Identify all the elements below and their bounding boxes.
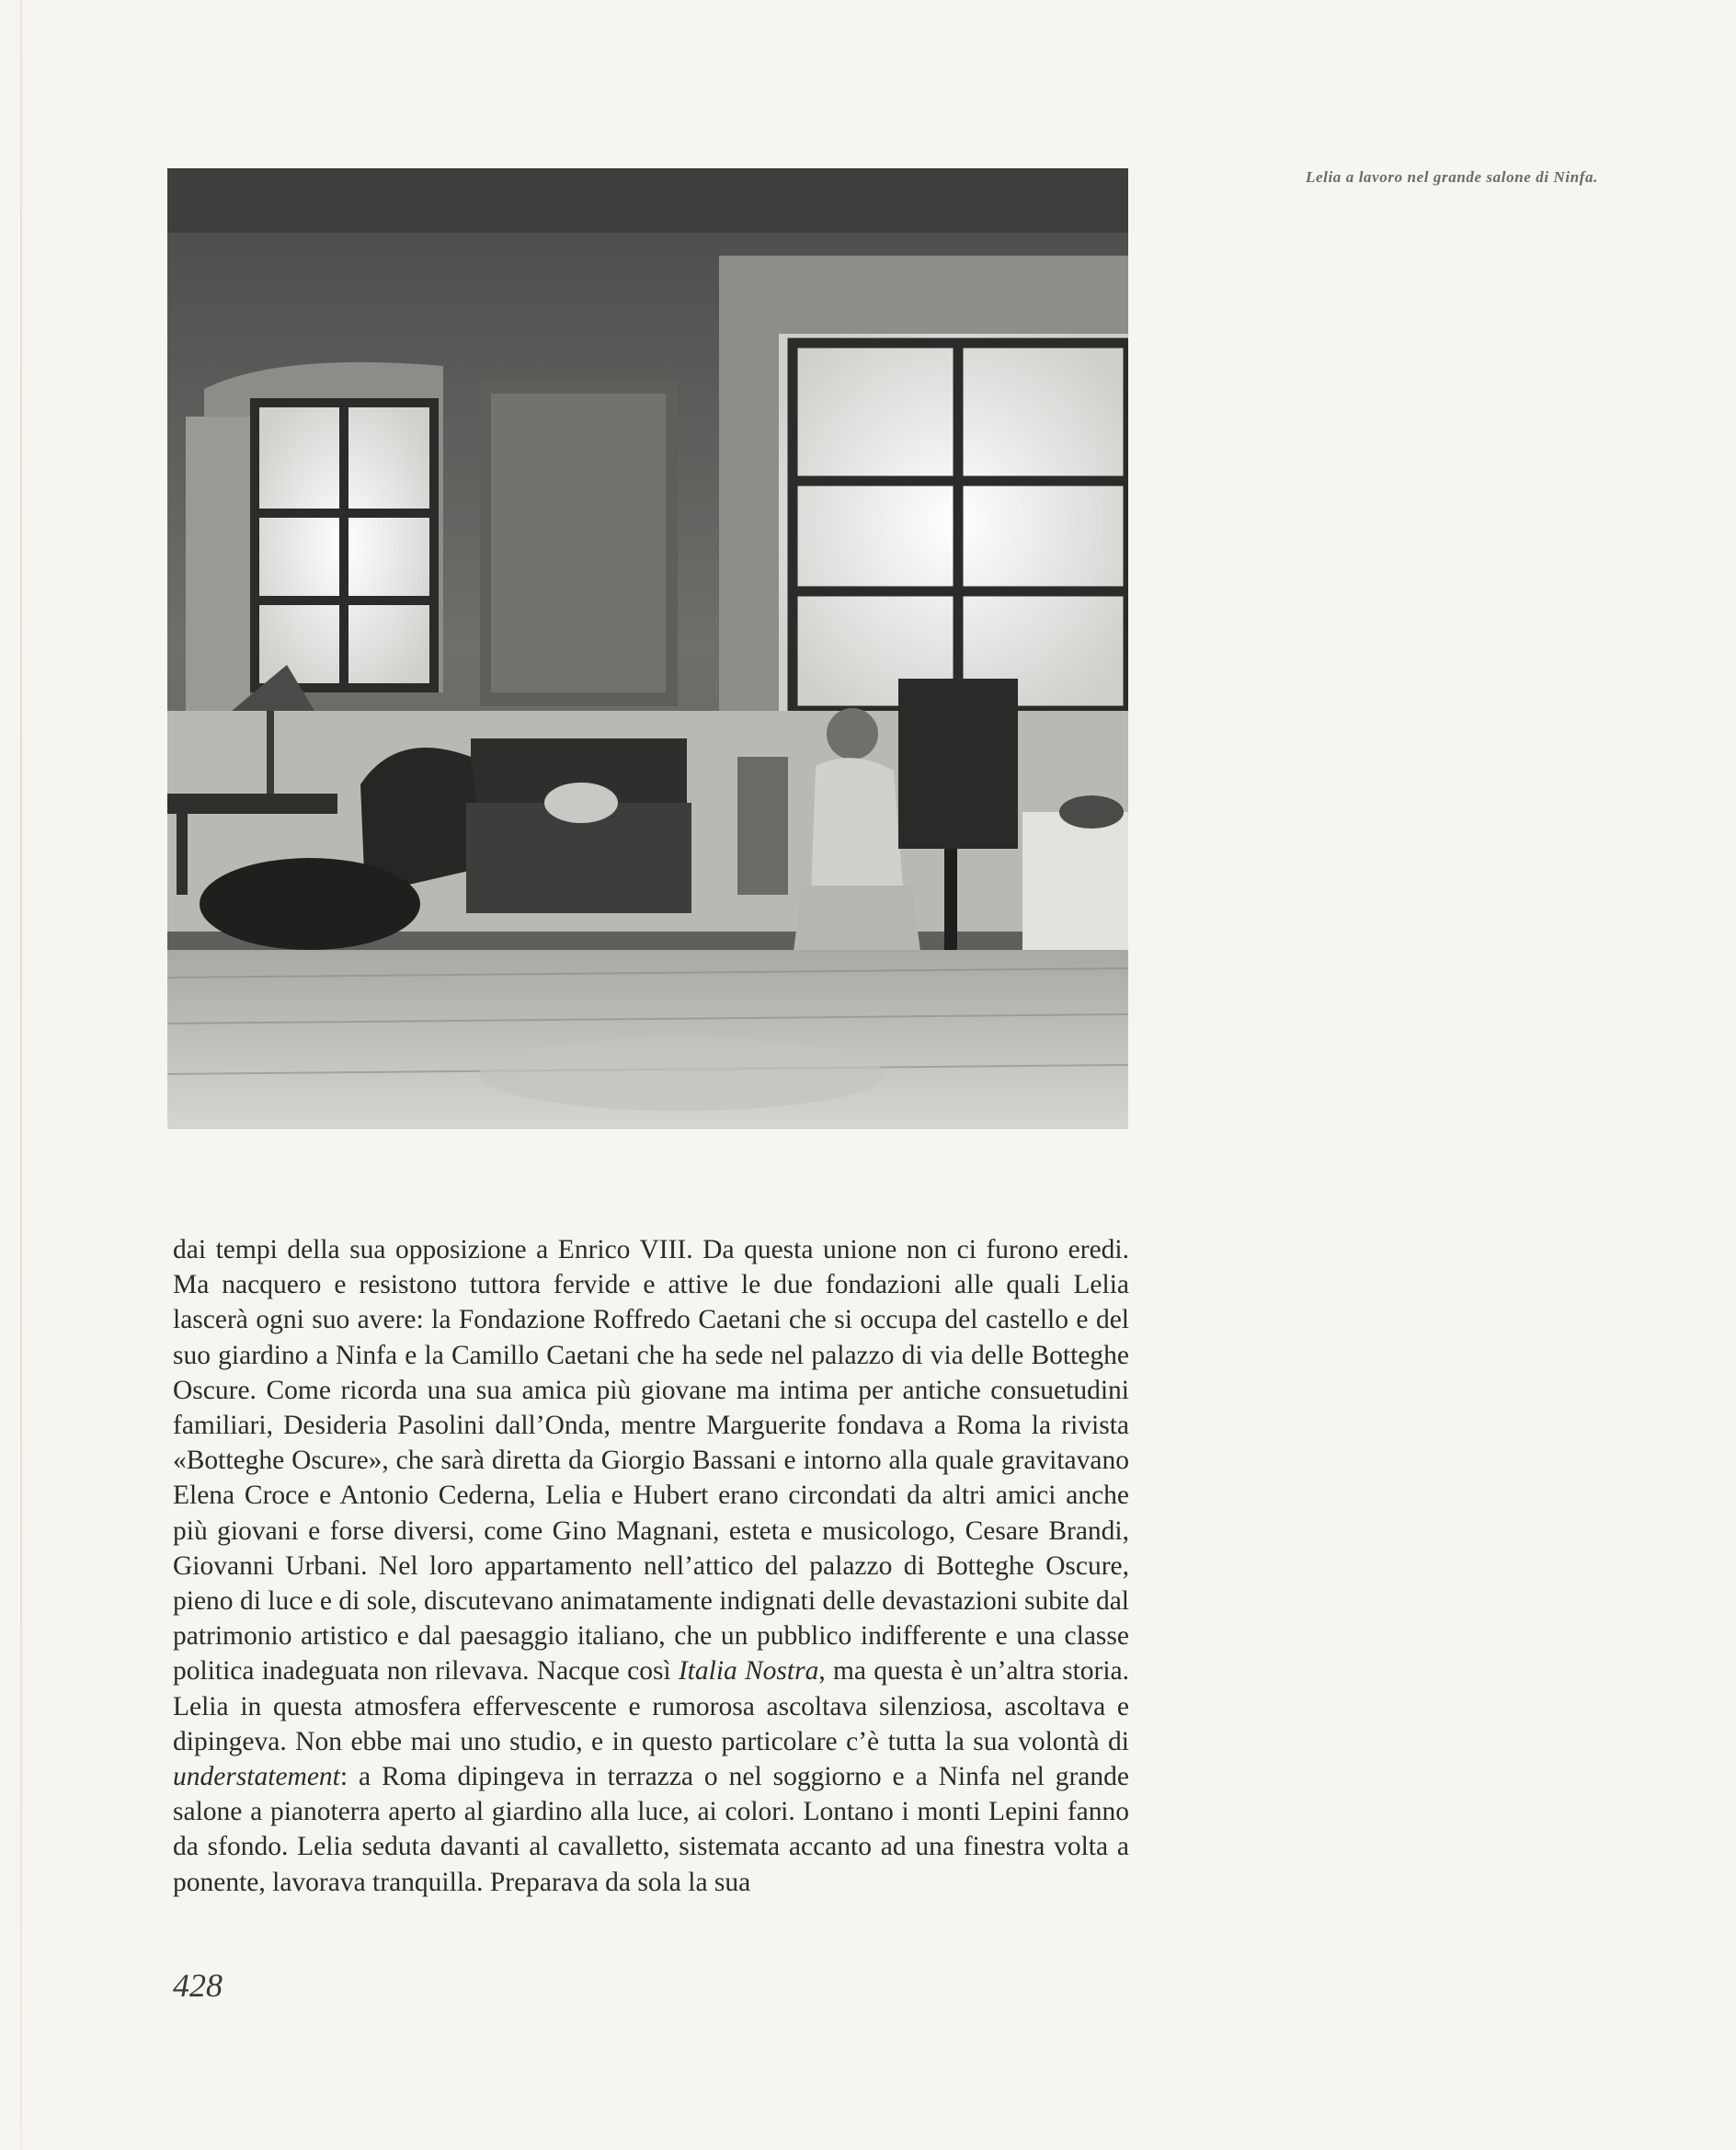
body-text-part-3: : a Roma dipingeva in terrazza o nel soggiorno e a Ninfa nel grande salone a pianoterra aperto al giardino alla luce, ai colori. Lontano i monti Lepini fanno da sfondo. Lelia seduta davanti al cavalletto, sistemata accanto ad una finestra volta a ponente, lavorava tranquilla. Preparava da sola la sua <box>173 1762 1129 1897</box>
page-gutter-edge <box>20 0 22 2150</box>
page-number: 428 <box>173 1967 223 2004</box>
body-text-part-2: , ma questa è un’altra storia. Lelia in questa atmosfera effervescente e rumorosa ascoltava silenziosa, ascoltava e dipingeva. Non ebbe mai uno studio, e in questo particolare c’è tutta la sua volontà di <box>173 1656 1130 1756</box>
body-emphasis-italia-nostra: Italia Nostra <box>678 1656 819 1687</box>
photo-caption: Lelia a lavoro nel grande salone di Ninfa. <box>1306 168 1598 186</box>
body-paragraph <box>173 1232 1129 1900</box>
body-text-part-1: dai tempi della sua opposizione a Enrico VIII. Da questa unione non ci furono eredi. Ma nacquero e resistono tuttora fervide e attive le due fondazioni alle quali Lelia lascerà ogni suo avere: la Fondazione Roffredo Caetani che si occupa del castello e del suo giardino a Ninfa e la Camillo Caetani che ha sede nel palazzo di via delle Botteghe Oscure. Come ricorda una sua amica più giovane ma intima per antiche consuetudini familiari, Desideria Pasolini dall’Onda, mentre Marguerite fondava a Roma la rivista «Botteghe Oscure», che sarà diretta da Giorgio Bassani e intorno alla quale gravitavano Elena Croce e Antonio Cederna, Lelia e Hubert erano circondati da altri amici anche più giovani e forse diversi, come Gino Magnani, esteta e musicologo, Cesare Brandi, Giovanni Urbani. Nel loro appartamento nell’attico del palazzo di Botteghe Oscure, pieno di luce e di sole, discutevano animatamente indignati delle devastazioni subite dal patrimonio artistico e dal paesaggio italiano, che un pubblico indifferente e una classe politica inadeguata non rilevava. Nacque così <box>173 1235 1129 1687</box>
photograph <box>167 168 1128 1129</box>
photograph-image <box>167 168 1128 1129</box>
body-text <box>173 1232 1129 1900</box>
body-emphasis-understatement: understatement <box>173 1762 340 1792</box>
